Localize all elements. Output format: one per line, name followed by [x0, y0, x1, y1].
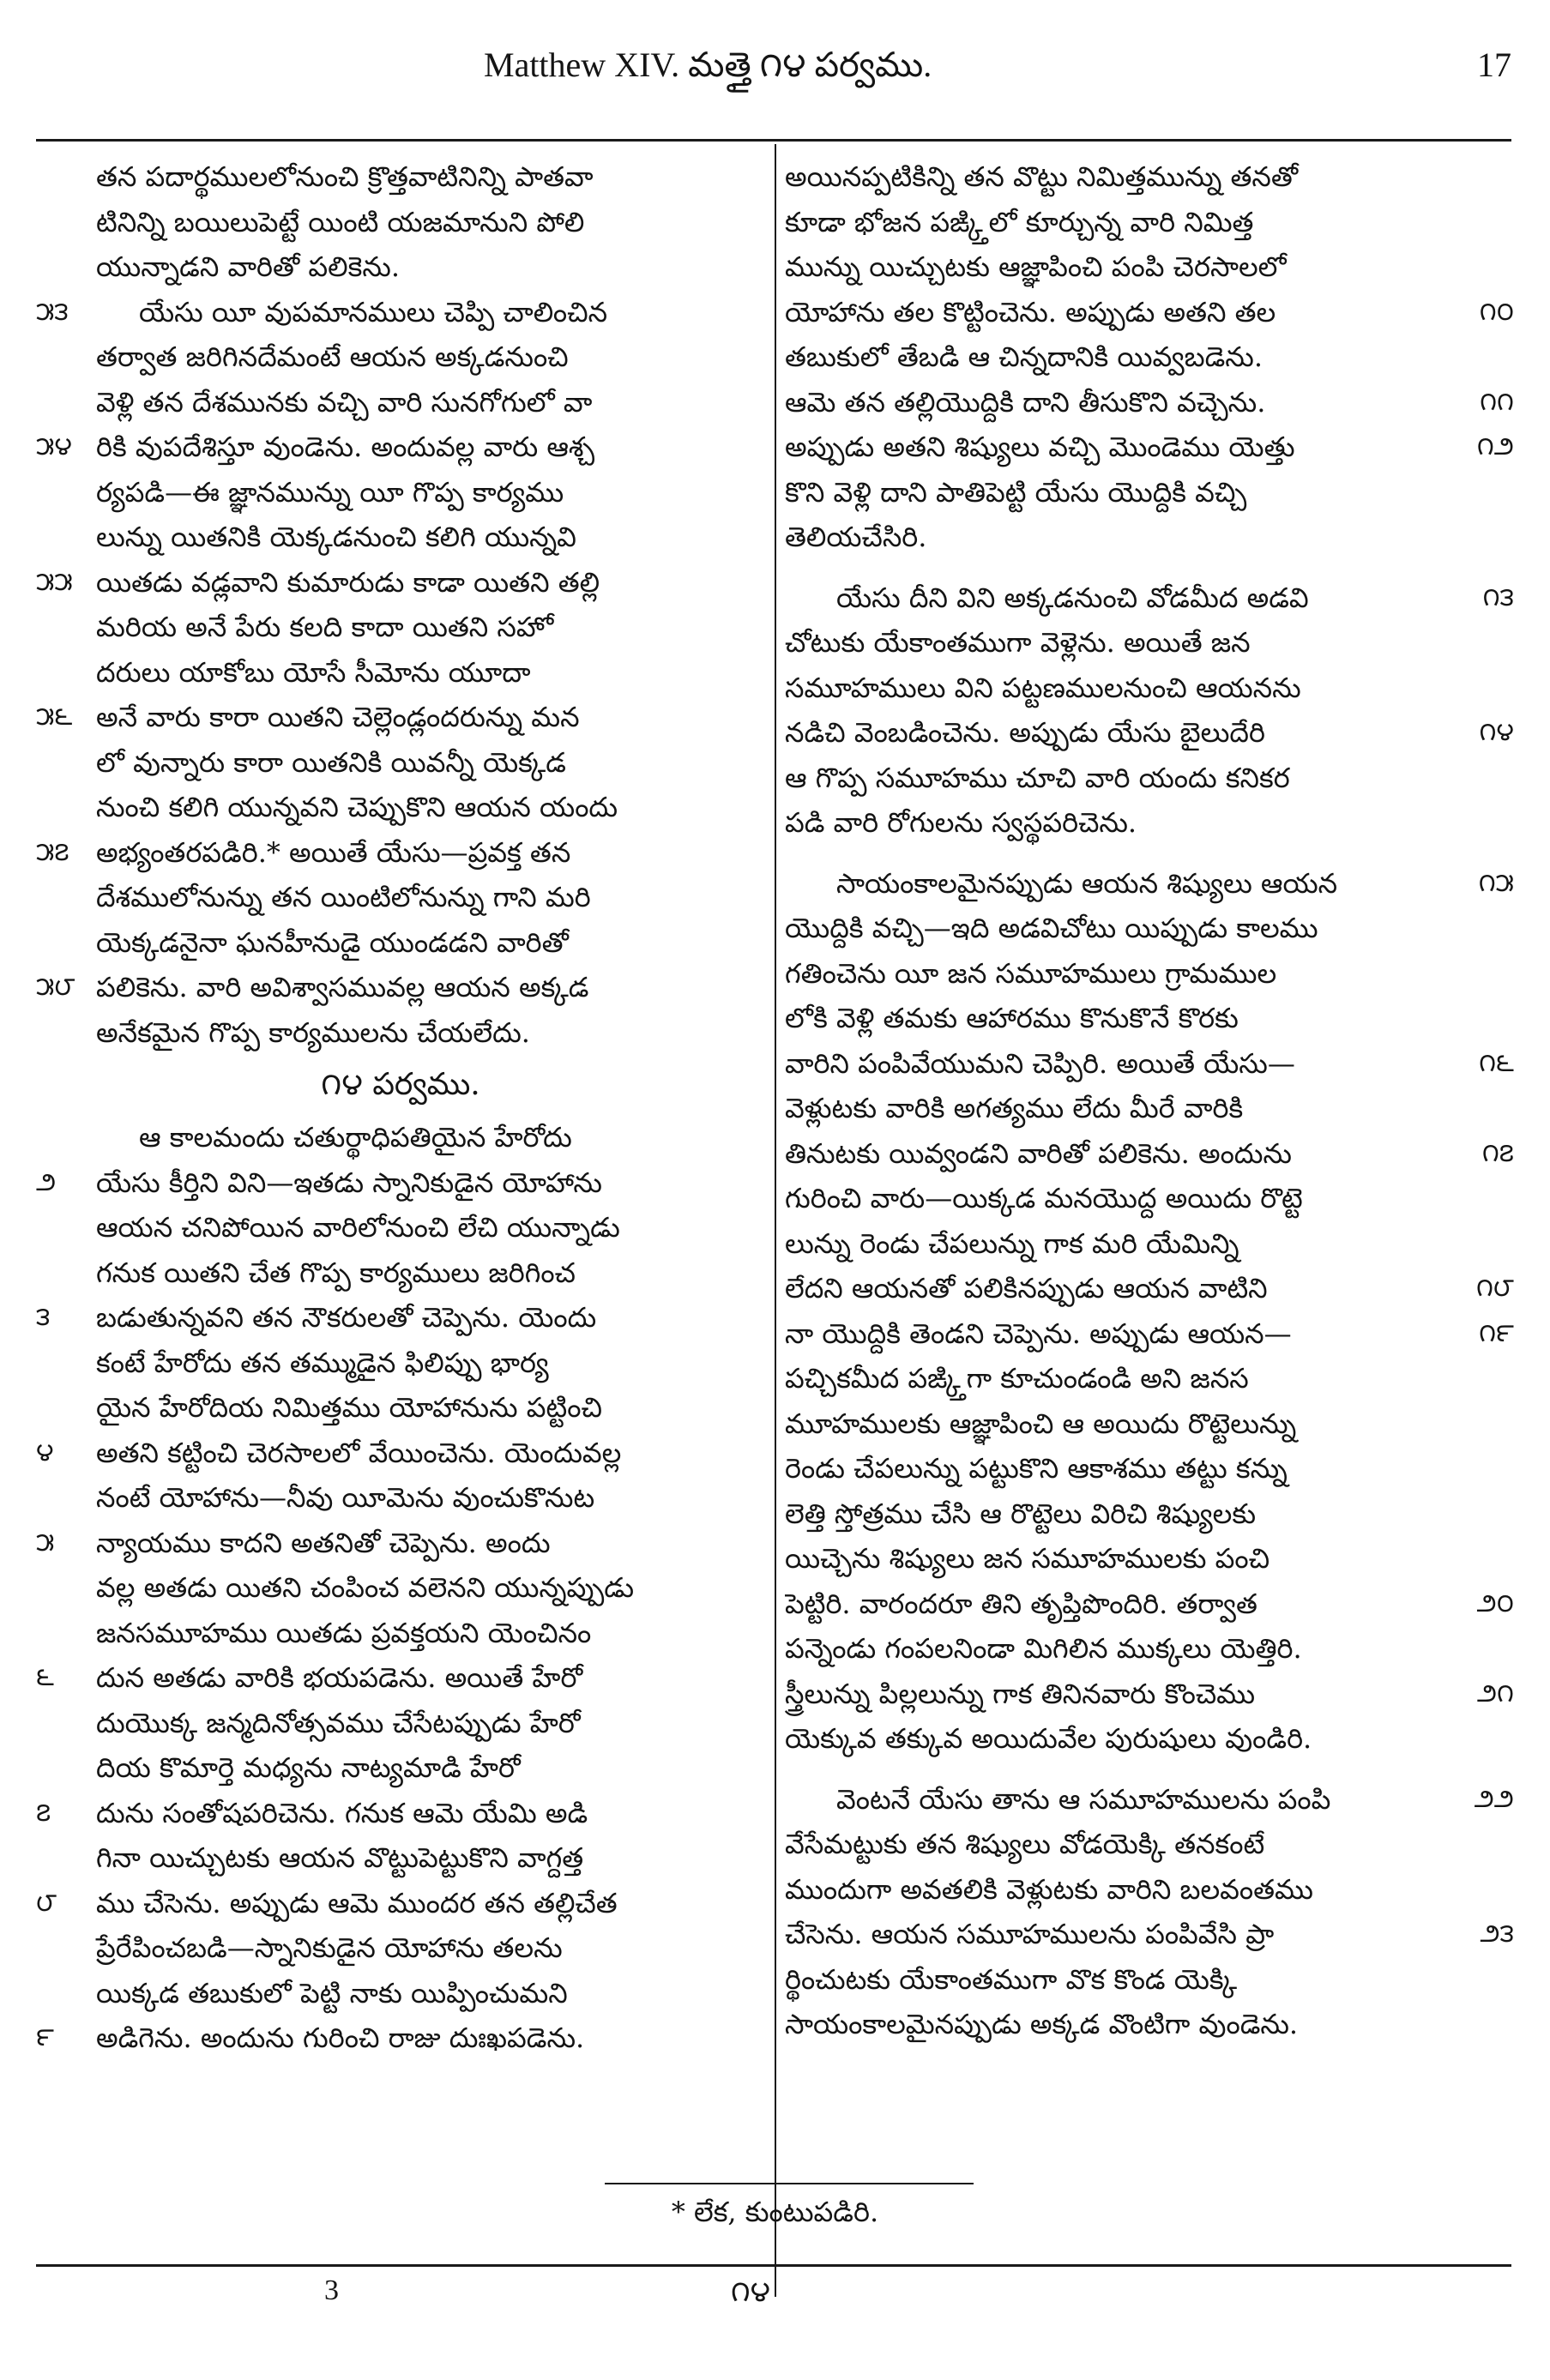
- line-text: సాయంకాలమైనప్పుడు ఆయన శిష్యులు ఆయన: [836, 866, 1338, 900]
- line-text: పన్నెండు గంపలనిండా మిగిలిన ముక్కలు యెత్తిరి.: [785, 1632, 1302, 1665]
- line-text: లున్ను రెండు చేపలున్ను గాక మరి యేమిన్ని: [785, 1226, 1239, 1260]
- text-line: [36, 334, 765, 380]
- verse-number: ౨౨: [1474, 1783, 1514, 1814]
- text-line: [36, 290, 765, 335]
- verse-number: ౧౮: [1475, 1273, 1514, 1303]
- text-line: [36, 154, 765, 200]
- verse-number: ౧౫: [1478, 867, 1514, 898]
- text-line: [785, 1086, 1514, 1131]
- verse-number: ౫: [36, 1527, 55, 1558]
- text-line: [785, 515, 1514, 560]
- text-line: [785, 1311, 1514, 1357]
- verse-number: ౧౪: [1479, 717, 1514, 747]
- verse-number: ౧౨: [1476, 431, 1514, 461]
- bottom-rule: [36, 2264, 1511, 2267]
- text-line: [36, 1010, 765, 1056]
- text-line: [36, 1925, 765, 1971]
- line-text: అభ్యంతరపడిరి.* అయితే యేసు—ప్రవక్త తన: [96, 835, 571, 869]
- verse-number: ౨౧: [1476, 1678, 1514, 1708]
- line-text: రెండు చేపలున్ను పట్టుకొని ఆకాశము తట్టు కన్ను: [785, 1452, 1288, 1485]
- line-text: యున్నాడని వారితో పలికెను.: [96, 250, 401, 283]
- sheet-number: ౧౪: [731, 2275, 770, 2309]
- line-text: యైన హేరోదియ నిమిత్తము యోహానును పట్టించి: [96, 1391, 602, 1424]
- line-text: తబుకులో తేబడి ఆ చిన్నదానికి యివ్వబడెను.: [785, 340, 1264, 373]
- text-line: [36, 1115, 765, 1160]
- text-line: [36, 515, 765, 560]
- line-text: నా యొద్దికి తెండని చెప్పెను. అప్పుడు ఆయన—: [785, 1317, 1292, 1350]
- line-text: ఆ గొప్ప సమూహము చూచి వారి యందు కనికర: [785, 761, 1290, 794]
- left-column: [36, 154, 765, 2061]
- text-line: [36, 2015, 765, 2061]
- line-text: వెళ్లుటకు వారికి అగత్యము లేదు మీరే వారికి: [785, 1092, 1244, 1124]
- line-text: కంటే హేరోదు తన తమ్ముడైన ఫిలిప్పు భార్య: [96, 1346, 549, 1379]
- line-text: తెలియచేసిరి.: [785, 521, 927, 553]
- verse-number: ౨౩: [1480, 1919, 1514, 1949]
- verse-number: ౯: [36, 2022, 54, 2052]
- line-text: యెక్కడనైనా ఘనహీనుడై యుండడని వారితో: [96, 925, 569, 959]
- text-line: [36, 470, 765, 515]
- verse-number: ౧౧: [1480, 386, 1514, 417]
- line-text: పచ్చికమీద పఙ్క్తిగా కూచుండండి అని జనస: [785, 1362, 1249, 1395]
- verse-number: ౬: [36, 1662, 54, 1692]
- text-line: [36, 605, 765, 650]
- verse-number: ౧౭: [1481, 1137, 1514, 1168]
- text-line: [36, 1655, 765, 1701]
- verse-number: ౨౦: [1476, 1588, 1514, 1618]
- text-line: [785, 710, 1514, 756]
- text-line: [36, 1791, 765, 1836]
- text-line: [785, 620, 1514, 666]
- line-text: బడుతున్నవని తన నౌకరులతో చెప్పెను. యెందు: [96, 1301, 597, 1334]
- text-line: [36, 1745, 765, 1791]
- verse-number: ౩: [36, 1302, 51, 1332]
- text-line: [36, 560, 765, 606]
- verse-number: ౪: [36, 1437, 54, 1467]
- verse-number: ౧౯: [1479, 1317, 1514, 1348]
- line-text: టినిన్ని బయిలుపెట్టే యింటి యజమానుని పోలి: [96, 205, 585, 238]
- line-text: నడిచి వెంబడించెను. అప్పుడు యేసు బైలుదేరి: [785, 716, 1265, 749]
- line-text: లో వున్నారు కారా యితనికి యివన్నీ యెక్కడ: [96, 745, 566, 779]
- line-text: యేసు యీ వుపమానములు చెప్పి చాలించిన: [139, 295, 608, 328]
- verse-number: ౫౭: [36, 836, 69, 867]
- text-line: [785, 1582, 1514, 1627]
- text-line: [36, 1835, 765, 1881]
- line-text: ప్రేరేపించబడి—స్నానికుడైన యోహాను తలను: [96, 1931, 563, 1964]
- text-line: [785, 951, 1514, 997]
- line-text: అనే వారు కారా యితని చెల్లెండ్లందరున్ను మన: [96, 701, 580, 733]
- line-text: ర్థించుటకు యేకాంతముగా వొక కొండ యెక్కి: [785, 1962, 1238, 1996]
- line-text: అయినప్పటికిన్ని తన వొట్టు నిమిత్తమున్ను తనతో: [785, 160, 1299, 193]
- text-line: [36, 1611, 765, 1656]
- text-line: [785, 1716, 1514, 1762]
- verse-number: ౧౦: [1479, 296, 1514, 327]
- line-text: కొని వెళ్లి దాని పాతిపెట్టి యేసు యొద్దికి వచ్చి: [785, 475, 1247, 509]
- text-line: [785, 1626, 1514, 1672]
- text-line: [36, 785, 765, 830]
- text-line: [36, 244, 765, 290]
- running-head: Matthew XIV. మత్తై ౧౪ పర్వము.: [484, 45, 932, 84]
- line-text: లెత్తి స్తోత్రము చేసి ఆ రొట్టెలు విరిచి శిష్యులకు: [785, 1497, 1257, 1530]
- text-line: [36, 1250, 765, 1296]
- text-line: [36, 380, 765, 425]
- text-line: [785, 1867, 1514, 1913]
- line-text: చోటుకు యేకాంతముగా వెళ్లెను. అయితే జన: [785, 626, 1251, 659]
- verse-number: ౧౬: [1479, 1047, 1514, 1078]
- text-line: [785, 1221, 1514, 1267]
- line-text: వెంటనే యేసు తాను ఆ సమూహములను పంపి: [836, 1782, 1331, 1816]
- line-text: వల్ల అతడు యితని చంపించ వలెనని యున్నప్పుడు: [96, 1571, 635, 1604]
- text-line: [36, 200, 765, 245]
- line-text: యేసు దీని విని అక్కడనుంచి వోడమీద అడవి: [836, 581, 1309, 614]
- line-text: నంటే యోహాను—నీవు యీమెను వుంచుకొనుట: [96, 1481, 595, 1514]
- line-text: యొద్దికి వచ్చి—ఇది అడవిచోటు యిప్పుడు కాలము: [785, 912, 1318, 944]
- verse-number: ౧౩: [1482, 581, 1514, 612]
- text-line: [785, 1446, 1514, 1491]
- text-line: [785, 1401, 1514, 1447]
- text-line: [785, 1356, 1514, 1401]
- page-header: [36, 36, 1511, 137]
- line-text: నుంచి కలిగి యున్నవని చెప్పుకొని ఆయన యందు: [96, 791, 618, 823]
- text-line: [36, 1475, 765, 1521]
- verse-number: ౨: [36, 1166, 57, 1197]
- chapter-heading: ౧౪ పర్వము.: [321, 1067, 480, 1102]
- text-line: [785, 425, 1514, 470]
- line-text: ఆమె తన తల్లియొద్దికి దాని తీసుకొని వచ్చెను.: [785, 385, 1266, 419]
- paragraph-gap: [785, 846, 1514, 861]
- text-line: [785, 575, 1514, 621]
- text-line: [36, 830, 765, 876]
- line-text: వారిని పంపివేయుమని చెప్పిరి. అయితే యేసు—: [785, 1046, 1295, 1080]
- text-line: [36, 920, 765, 966]
- line-text: యేసు కీర్తిని విని—ఇతడు స్నానికుడైన యోహాను: [96, 1166, 602, 1199]
- text-line: [36, 965, 765, 1010]
- text-line: [785, 154, 1514, 200]
- text-line: [36, 1341, 765, 1386]
- text-line: [785, 800, 1514, 846]
- text-line: [36, 650, 765, 696]
- line-text: దియ కొమార్తె మధ్యను నాట్యమాడి హేరో: [96, 1751, 521, 1784]
- paragraph-gap: [785, 560, 1514, 575]
- line-text: లున్ను యితనికి యెక్కడనుంచి కలిగి యున్నవి: [96, 521, 576, 553]
- signature-mark: 3: [324, 2275, 339, 2306]
- line-text: యోహాను తల కొట్టించెను. అప్పుడు అతని తల: [785, 295, 1276, 328]
- text-line: [785, 1777, 1514, 1823]
- line-text: యిక్కడ తబుకులో పెట్టి నాకు యిప్పించుమని: [96, 1976, 568, 2009]
- line-text: గురించి వారు—యిక్కడ మనయొద్ద అయిదు రొట్టె: [785, 1182, 1303, 1214]
- line-text: తర్వాత జరిగినదేమంటే ఆయన అక్కడనుంచి: [96, 340, 569, 373]
- text-line: [36, 695, 765, 740]
- footnote-rule: [605, 2183, 974, 2184]
- page-number: 17: [1477, 45, 1511, 84]
- line-text: మూహములకు ఆజ్ఞాపించి ఆ అయిదు రొట్టెలున్ను: [785, 1407, 1297, 1440]
- line-text: తన పదార్థములలోనుంచి క్రొత్తవాటినిన్ని పాతవా: [96, 160, 594, 193]
- text-line: [785, 1672, 1514, 1717]
- line-text: లేదని ఆయనతో పలికినప్పుడు ఆయన వాటిని: [785, 1272, 1268, 1304]
- verse-number: ౫౬: [36, 702, 73, 732]
- text-line: [36, 1431, 765, 1476]
- line-text: యిచ్చెను శిష్యులు జన సమూహములకు పంచి: [785, 1542, 1270, 1575]
- line-text: దును సంతోషపరిచెను. గనుక ఆమె యేమి అడి: [96, 1796, 588, 1829]
- verse-number: ౮: [36, 1887, 57, 1918]
- text-line: [785, 1536, 1514, 1582]
- paragraph-gap: [785, 1762, 1514, 1777]
- line-text: గినా యిచ్చుటకు ఆయన వొట్టుపెట్టుకొని వాగ్దత్త: [96, 1841, 584, 1874]
- line-text: వెళ్లి తన దేశమునకు వచ్చి వారి సునగోగులో వా: [96, 385, 593, 419]
- header-rule: [36, 139, 1511, 142]
- text-line: [36, 1971, 765, 2016]
- line-text: దుయొక్క జన్మదినోత్సవము చేసేటప్పుడు హేరో: [96, 1706, 581, 1739]
- verse-number: ౫౮: [36, 972, 75, 1002]
- text-line: [785, 1266, 1514, 1311]
- text-line: [785, 1491, 1514, 1537]
- line-text: మరియ అనే పేరు కలది కాదా యితని సహో: [96, 611, 554, 643]
- text-line: [785, 2002, 1514, 2047]
- line-text: చేసెను. ఆయన సమూహములను పంపివేసి ప్రా: [785, 1918, 1275, 1950]
- text-line: [785, 1131, 1514, 1177]
- line-text: పలికెను. వారి అవిశ్వాసమువల్ల ఆయన అక్కడ: [96, 971, 589, 1003]
- line-text: అడిగెను. అందును గురించి రాజు దుఃఖపడెను.: [96, 2021, 585, 2054]
- line-text: న్యాయము కాదని అతనితో చెప్పెను. అందు: [96, 1526, 551, 1559]
- text-line: [785, 334, 1514, 380]
- text-line: [785, 290, 1514, 335]
- text-line: [36, 1205, 765, 1250]
- line-text: కూడా భోజన పఙ్క్తిలో కూర్చున్న వారి నిమిత్త: [785, 205, 1254, 238]
- line-text: అతని కట్టించి చెరసాలలో వేయించెను. యెందువల్ల: [96, 1436, 622, 1469]
- line-text: ఆ కాలమందు చతుర్థాధిపతియైన హేరోదు: [139, 1121, 572, 1154]
- line-text: వేసేమట్టుకు తన శిష్యులు వోడయెక్కి తనకంటే: [785, 1828, 1265, 1860]
- line-text: గనుక యితని చేత గొప్ప కార్యములు జరిగించ: [96, 1256, 576, 1289]
- line-text: మున్ను యిచ్చుటకు ఆజ్ఞాపించి పంపి చెరసాలలో: [785, 250, 1287, 283]
- line-text: పెట్టిరి. వారందరూ తిని తృప్తిపొందిరి. తర్వాత: [785, 1587, 1257, 1620]
- text-line: [36, 1385, 765, 1431]
- text-line: [36, 740, 765, 786]
- line-text: అనేకమైన గొప్ప కార్యములను చేయలేదు.: [96, 1015, 530, 1049]
- text-line: [36, 1701, 765, 1746]
- text-line: [785, 380, 1514, 425]
- text-line: [36, 1565, 765, 1611]
- line-text: దేశములోనున్ను తన యింటిలోనున్ను గాని మరి: [96, 881, 591, 913]
- text-line: [36, 1160, 765, 1206]
- text-line: [785, 666, 1514, 711]
- text-line: [785, 1912, 1514, 1957]
- line-text: ముందుగా అవతలికి వెళ్లుటకు వారిని బలవంతము: [785, 1872, 1313, 1906]
- line-text: రికి వుపదేశిస్తూ వుండెను. అందువల్ల వారు ఆశ్చ: [96, 431, 595, 463]
- footnote: * లేక, కుంటుపడిరి.: [671, 2196, 879, 2228]
- text-line: [785, 756, 1514, 801]
- verse-number: ౫౩: [36, 296, 69, 327]
- line-text: యితడు వడ్లవాని కుమారుడు కాడా యితని తల్లి: [96, 565, 600, 599]
- line-text: ఆయన చనిపోయిన వారిలోనుంచి లేచి యున్నాడు: [96, 1211, 620, 1244]
- text-line: [785, 1822, 1514, 1867]
- text-line: [785, 861, 1514, 907]
- line-text: సాయంకాలమైనప్పుడు అక్కడ వొంటిగా వుండెను.: [785, 2008, 1299, 2040]
- text-line: [785, 996, 1514, 1041]
- text-line: [36, 1295, 765, 1341]
- text-line: [785, 244, 1514, 290]
- text-line: [36, 1881, 765, 1926]
- line-text: ర్యపడి—ఈ జ్ఞానమున్ను యీ గొప్ప కార్యము: [96, 475, 564, 509]
- line-text: దరులు యాకోబు యోసే సీమోను యూదా: [96, 655, 531, 689]
- text-line: [36, 875, 765, 920]
- line-text: యెక్కువ తక్కువ అయిదువేల పురుషులు వుండిరి.: [785, 1722, 1312, 1755]
- text-line: [785, 1957, 1514, 2003]
- text-line: [785, 1176, 1514, 1221]
- text-line: [785, 906, 1514, 951]
- line-text: గతించెను యీ జన సమూహములు గ్రామముల: [785, 956, 1277, 990]
- line-text: దున అతడు వారికి భయపడెను. అయితే హేరో: [96, 1661, 583, 1694]
- line-text: అప్పుడు అతని శిష్యులు వచ్చి మొండెము యెత్తు: [785, 431, 1295, 463]
- line-text: తినుటకు యివ్వండని వారితో పలికెను. అందును: [785, 1136, 1292, 1170]
- right-column: [785, 154, 1514, 2047]
- line-text: పడి వారి రోగులను స్వస్థపరిచెను.: [785, 806, 1137, 839]
- verse-number: ౭: [36, 1797, 51, 1828]
- line-text: జనసమూహము యితడు ప్రవక్తయని యెంచినం: [96, 1616, 592, 1649]
- line-text: ము చేసెను. అప్పుడు ఆమె ముందర తన తల్లిచేత: [96, 1886, 618, 1919]
- text-line: [785, 1041, 1514, 1087]
- text-line: [785, 200, 1514, 245]
- line-text: స్త్రీలున్ను పిల్లలున్ను గాక తినినవారు కొంచెము: [785, 1677, 1256, 1710]
- column-divider: [775, 144, 776, 2297]
- verse-number: ౫౪: [36, 431, 72, 461]
- line-text: లోకి వెళ్లి తమకు ఆహారము కొనుకొనే కొరకు: [785, 1002, 1239, 1034]
- text-line: [36, 1521, 765, 1566]
- text-line: [36, 425, 765, 470]
- verse-number: ౫౫: [36, 566, 73, 597]
- text-line: [785, 470, 1514, 515]
- line-text: సమూహములు విని పట్టణములనుంచి ఆయనను: [785, 671, 1301, 704]
